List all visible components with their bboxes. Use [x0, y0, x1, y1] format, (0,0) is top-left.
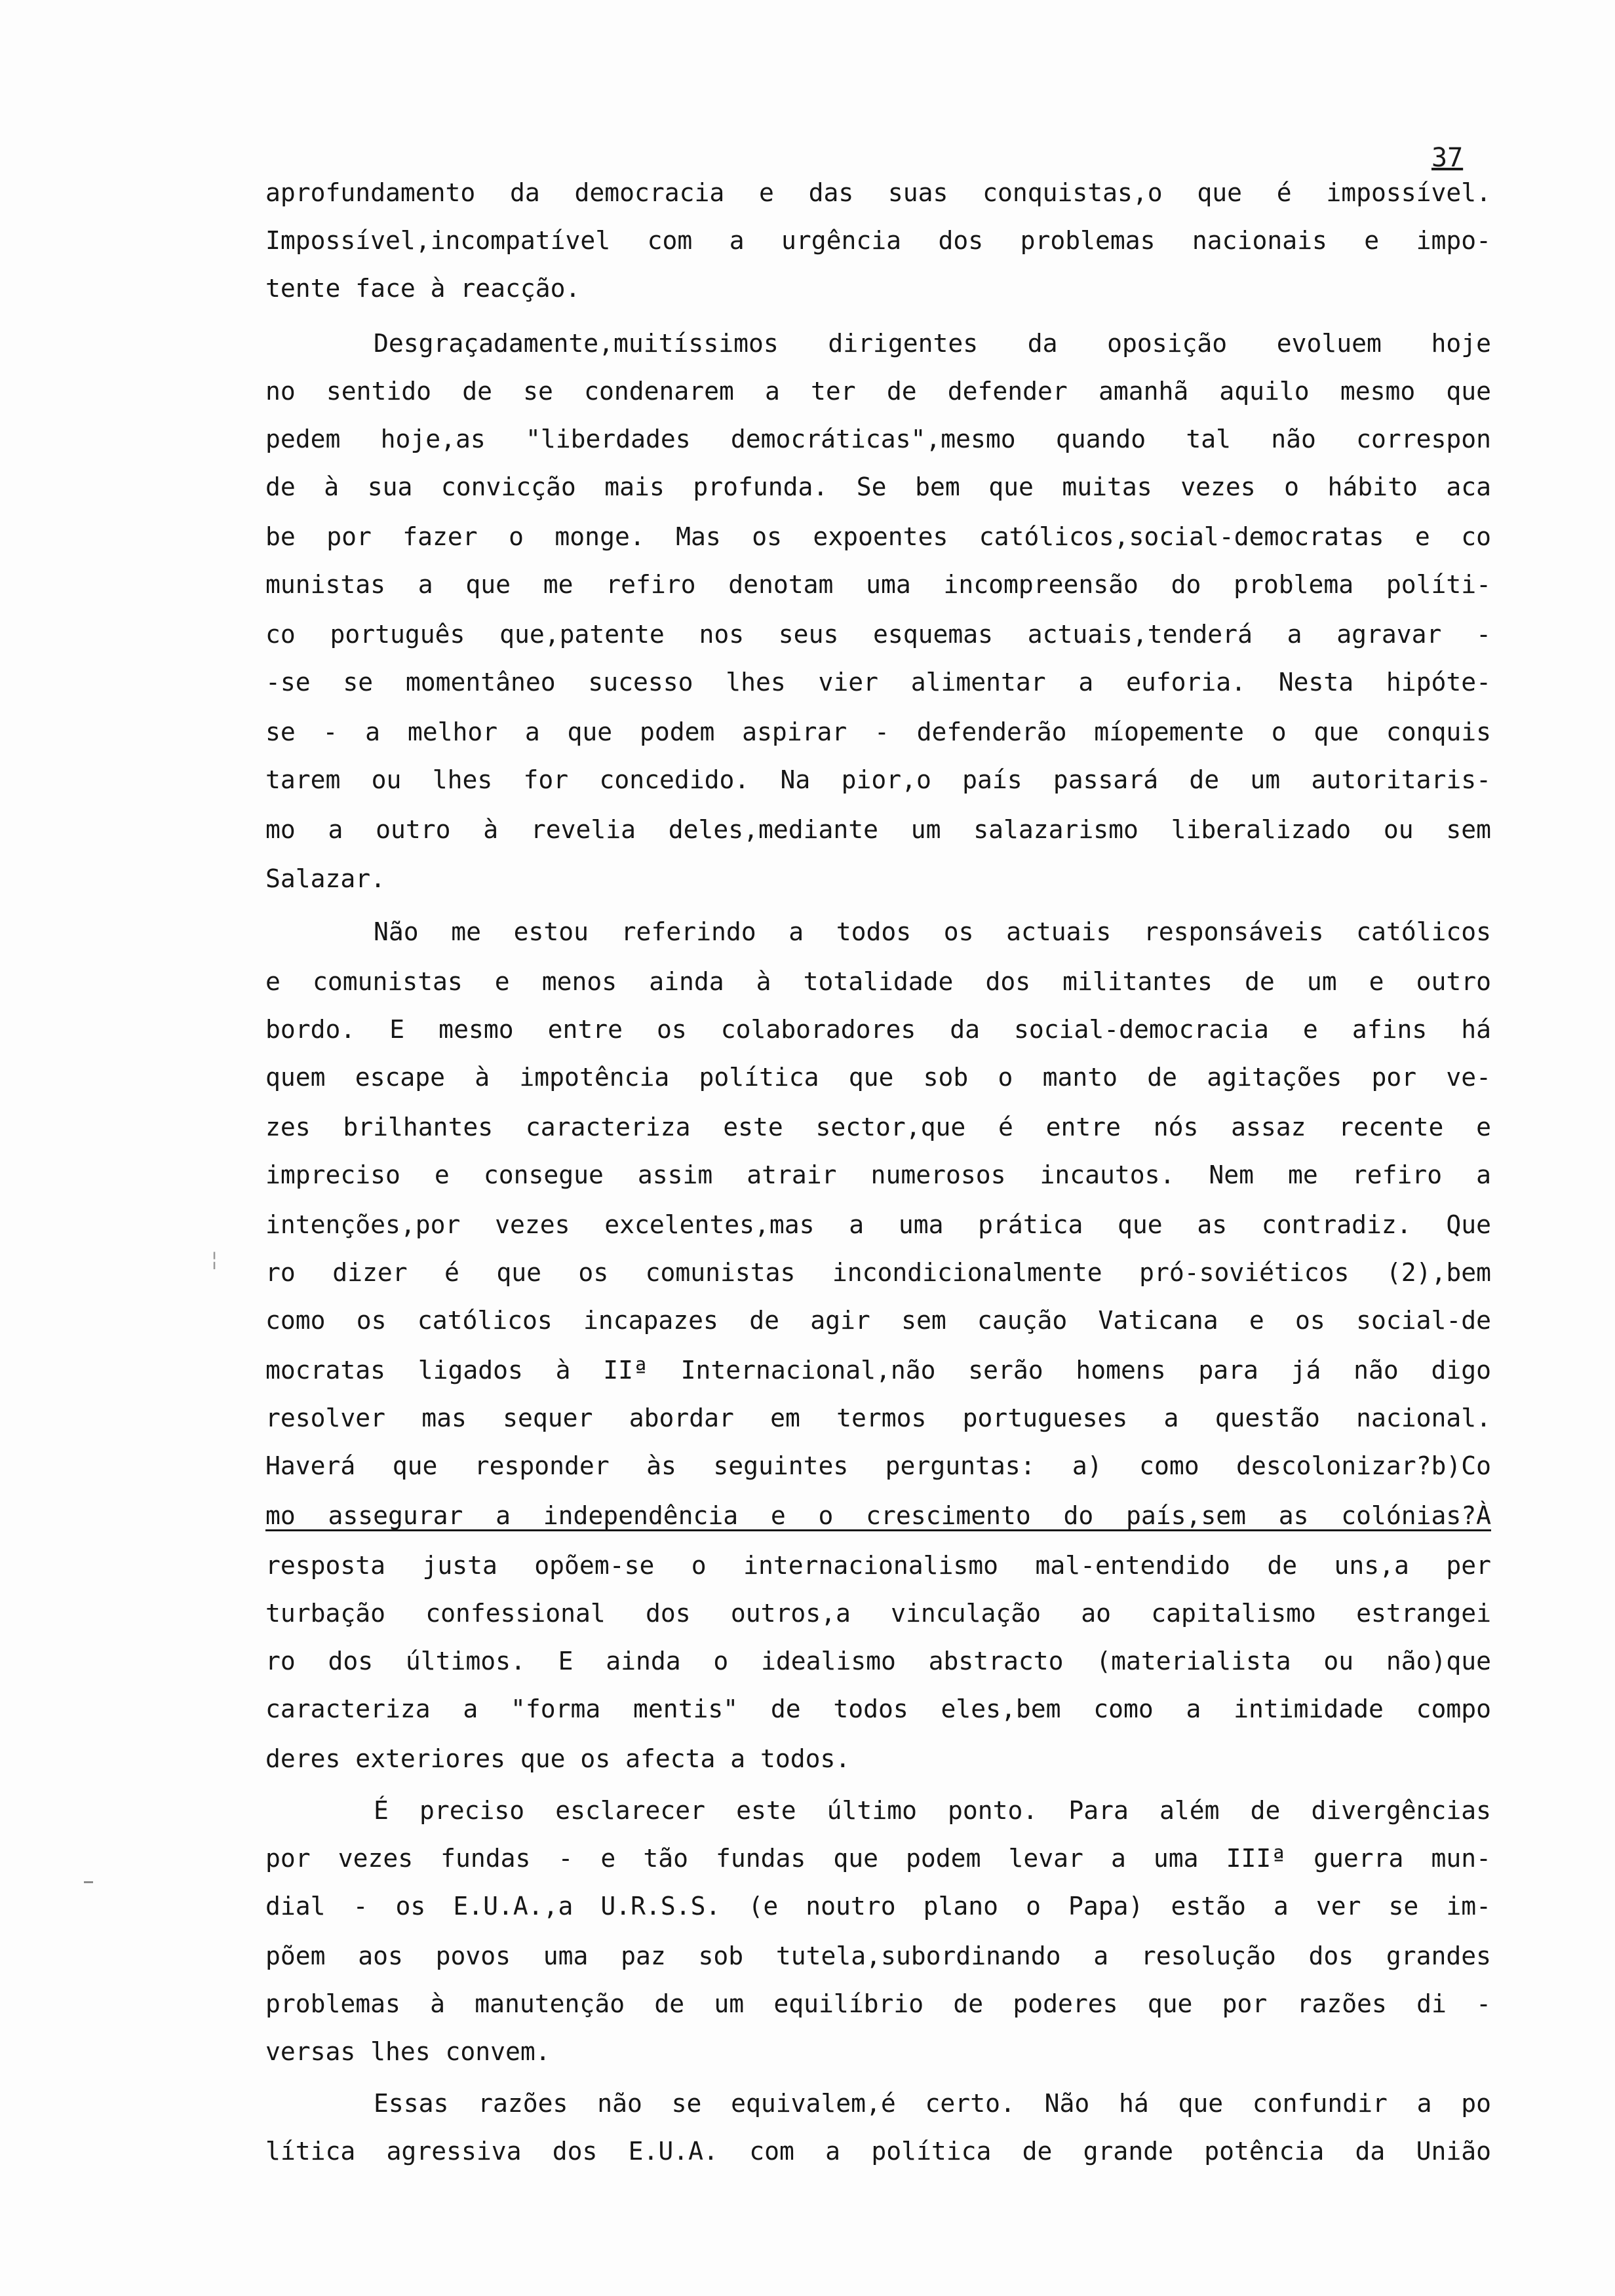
text-line: põem aos povos uma paz sob tutela,subordinando a resolução dos grandes	[265, 1942, 1491, 1970]
text-line: pedem hoje,as "liberdades democráticas",mesmo quando tal não correspon	[265, 425, 1491, 453]
text-line: zes brilhantes caracteriza este sector,que é entre nós assaz recente e	[265, 1113, 1491, 1141]
text-line: co português que,patente nos seus esquemas actuais,tenderá a agravar -	[265, 620, 1491, 649]
text-line: e comunistas e menos ainda à totalidade dos militantes de um e outro	[265, 967, 1491, 996]
text-line: de à sua convicção mais profunda. Se bem que muitas vezes o hábito aca	[265, 472, 1491, 501]
text-line: se - a melhor a que podem aspirar - defenderão míopemente o que conquis	[265, 718, 1491, 746]
text-line: bordo. E mesmo entre os colaboradores da social-democracia e afins há	[265, 1015, 1491, 1044]
text-line: lítica agressiva dos E.U.A. com a política de grande potência da União	[265, 2137, 1491, 2166]
text-line: Haverá que responder às seguintes perguntas: a) como descolonizar?b)Co	[265, 1451, 1491, 1480]
text-line: quem escape à impotência política que sob o manto de agitações por ve-	[265, 1063, 1491, 1092]
text-line: mocratas ligados à IIª Internacional,não serão homens para já não digo	[265, 1356, 1491, 1385]
text-line: Salazar.	[265, 864, 386, 893]
text-line: tente face à reacção.	[265, 274, 581, 303]
text-line: versas lhes convem.	[265, 2037, 551, 2066]
text-line: tarem ou lhes for concedido. Na pior,o país passará de um autoritaris-	[265, 765, 1491, 794]
text-line: turbação confessional dos outros,a vinculação ao capitalismo estrangei	[265, 1599, 1491, 1628]
margin-mark: ¦	[208, 1248, 221, 1271]
text-line: deres exteriores que os afecta a todos.	[265, 1744, 851, 1773]
text-line: Desgraçadamente,muitíssimos dirigentes da oposição evoluem hoje	[374, 329, 1491, 358]
text-line: por vezes fundas - e tão fundas que podem levar a uma IIIª guerra mun-	[265, 1844, 1491, 1873]
text-line: dial - os E.U.A.,a U.R.S.S. (e noutro plano o Papa) estão a ver se im-	[265, 1892, 1491, 1921]
page-number: 37	[1431, 143, 1464, 173]
text-line: problemas à manutenção de um equilíbrio de poderes que por razões di -	[265, 1989, 1491, 2018]
text-line: intenções,por vezes excelentes,mas a uma prática que as contradiz. Que	[265, 1210, 1491, 1239]
text-line: munistas a que me refiro denotam uma incompreensão do problema políti-	[265, 570, 1491, 599]
text-line: É preciso esclarecer este último ponto. Para além de divergências	[374, 1796, 1491, 1825]
text-line: resposta justa opõem-se o internacionalismo mal-entendido de uns,a per	[265, 1551, 1491, 1580]
text-line: Não me estou referindo a todos os actuais responsáveis católicos	[374, 917, 1491, 946]
text-line: resolver mas sequer abordar em termos portugueses a questão nacional.	[265, 1404, 1491, 1432]
text-line: be por fazer o monge. Mas os expoentes católicos,social-democratas e co	[265, 522, 1491, 551]
text-line: aprofundamento da democracia e das suas conquistas,o que é impossível.	[265, 178, 1491, 207]
text-line: mo a outro à revelia deles,mediante um salazarismo liberalizado ou sem	[265, 815, 1491, 844]
text-line: caracteriza a "forma mentis" de todos eles,bem como a intimidade compo	[265, 1694, 1491, 1723]
text-line: mo assegurar a independência e o crescimento do país,sem as colónias?À	[265, 1501, 1491, 1530]
text-line: Impossível,incompatível com a urgência dos problemas nacionais e impo-	[265, 226, 1491, 255]
text-line: impreciso e consegue assim atrair numerosos incautos. Nem me refiro a	[265, 1160, 1491, 1189]
text-line: Essas razões não se equivalem,é certo. Não há que confundir a po	[374, 2089, 1491, 2118]
text-line: ro dos últimos. E ainda o idealismo abstracto (materialista ou não)que	[265, 1647, 1491, 1675]
text-line: como os católicos incapazes de agir sem caução Vaticana e os social-de	[265, 1306, 1491, 1335]
text-line: no sentido de se condenarem a ter de defender amanhã aquilo mesmo que	[265, 377, 1491, 406]
text-line: ro dizer é que os comunistas incondicionalmente pró-soviéticos (2),bem	[265, 1258, 1491, 1287]
text-line: -se se momentâneo sucesso lhes vier alimentar a euforia. Nesta hipóte-	[265, 668, 1491, 697]
